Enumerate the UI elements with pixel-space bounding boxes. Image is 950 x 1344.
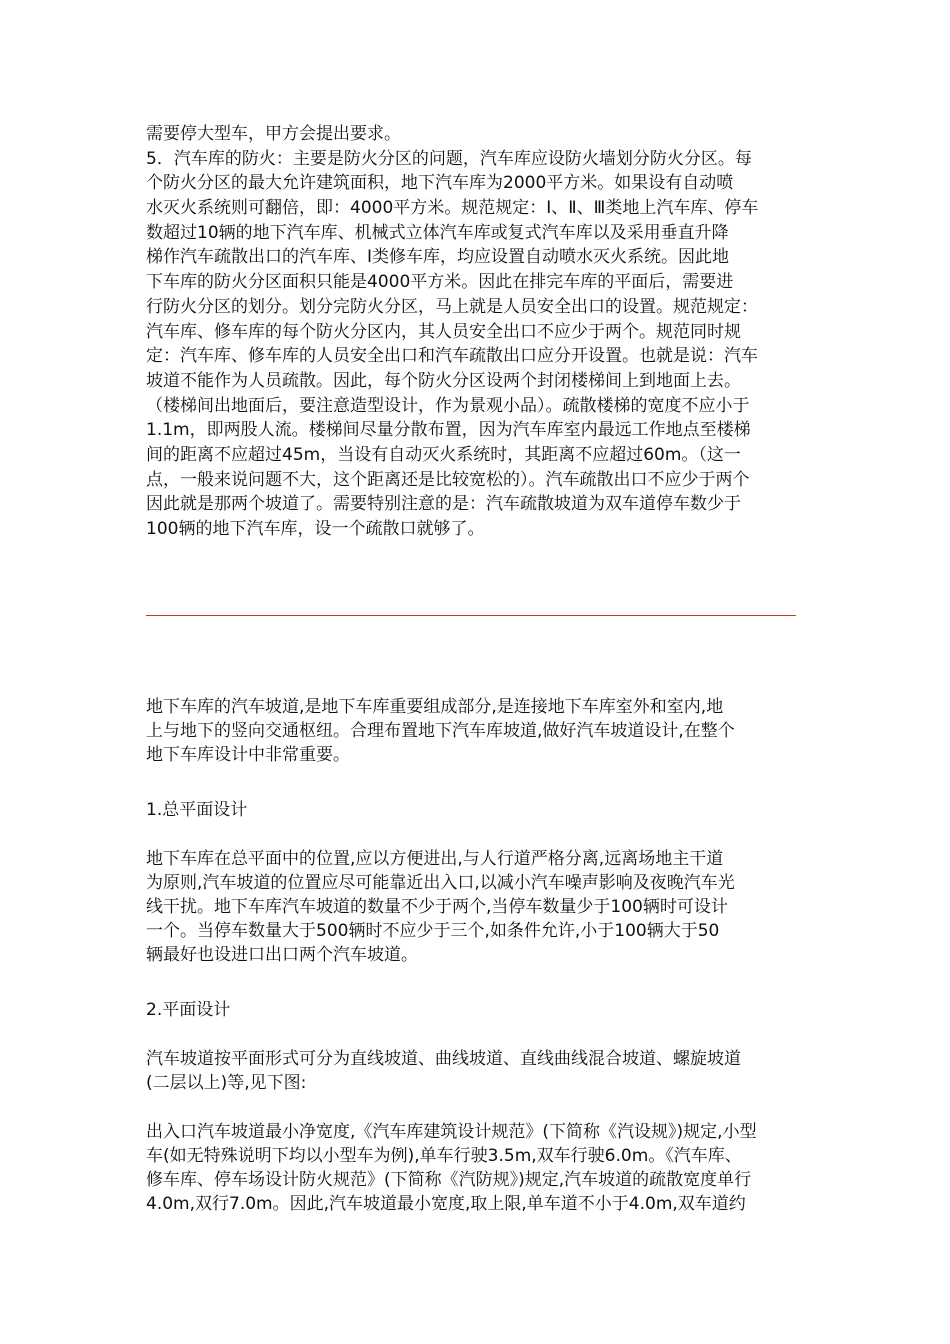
heading-site-plan: 1.总平面设计 <box>146 800 248 820</box>
text-line: 定：汽车库、修车库的人员安全出口和汽车疏散出口应分开设置。也就是说：汽车 <box>146 346 758 367</box>
text-line: 5．汽车库的防火：主要是防火分区的问题，汽车库应设防火墙划分防火分区。每 <box>146 148 752 169</box>
text-line: (二层以上)等,见下图: <box>146 1073 307 1093</box>
text-line: 需要停大型车，甲方会提出要求。 <box>146 124 401 144</box>
text-line: 梯作汽车疏散出口的汽车库、Ⅰ类修车库，均应设置自动喷水灭火系统。因此地 <box>146 247 730 268</box>
text-line: 100辆的地下汽车库，设一个疏散口就够了。 <box>146 519 485 539</box>
text-line: 间的距离不应超过45m，当设有自动灭火系统时，其距离不应超过60m。（这一 <box>146 444 741 465</box>
text-line: 修车库、停车场设计防火规范》(下简称《汽防规》)规定,汽车坡道的疏散宽度单行 <box>146 1170 752 1190</box>
text-line: 1.1m，即两股人流。楼梯间尽量分散布置，因为汽车库室内最远工作地点至楼梯 <box>146 420 751 441</box>
text-line: 上与地下的竖向交通枢纽。合理布置地下汽车库坡道,做好汽车坡道设计,在整个 <box>146 721 735 741</box>
text-line: 行防火分区的划分。划分完防火分区，马上就是人员安全出口的设置。规范规定： <box>146 296 758 317</box>
text-line: 一个。当停车数量大于500辆时不应少于三个,如条件允许,小于100辆大于50 <box>146 921 720 941</box>
text-line: 4.0m,双行7.0m。因此,汽车坡道最小宽度,取上限,单车道不小于4.0m,双车道约 <box>146 1194 746 1214</box>
text-line: 水灭火系统则可翻倍，即：4000平方米。规范规定：Ⅰ、Ⅱ、Ⅲ类地上汽车库、停车 <box>146 198 759 219</box>
text-line: 因此就是那两个坡道了。需要特别注意的是：汽车疏散坡道为双车道停车数少于 <box>146 494 741 515</box>
section-divider <box>146 615 796 616</box>
text-line: 地下车库在总平面中的位置,应以方便进出,与人行道严格分离,远离场地主干道 <box>146 849 724 869</box>
text-line: 车(如无特殊说明下均以小型车为例),单车行驶3.5m,双车行驶6.0m。《汽车库、 <box>146 1146 742 1166</box>
heading-floor-plan: 2.平面设计 <box>146 1000 231 1020</box>
text-line: 数超过10辆的地下汽车库、机械式立体汽车库或复式汽车库以及采用垂直升降 <box>146 222 729 243</box>
text-line: 下车库的防火分区面积只能是4000平方米。因此在排完车库的平面后，需要进 <box>146 272 734 293</box>
text-line: 点，一般来说问题不大，这个距离还是比较宽松的）。汽车疏散出口不应少于两个 <box>146 469 750 490</box>
text-line: 辆最好也设进口出口两个汽车坡道。 <box>146 945 418 965</box>
site-plan-paragraph <box>146 847 810 967</box>
text-line: 汽车坡道按平面形式可分为直线坡道、曲线坡道、直线曲线混合坡道、螺旋坡道 <box>146 1049 741 1069</box>
text-line: 线干扰。地下车库汽车坡道的数量不少于两个,当停车数量少于100辆时可设计 <box>146 897 728 917</box>
ramp-width-paragraph <box>146 1120 810 1216</box>
text-line: （楼梯间出地面后，要注意造型设计，作为景观小品）。疏散楼梯的宽度不应小于 <box>146 395 750 416</box>
text-line: 出入口汽车坡道最小净宽度,《汽车库建筑设计规范》(下简称《汽设规》)规定,小型 <box>146 1122 757 1142</box>
intro-paragraph <box>146 695 810 767</box>
fire-protection-section <box>146 122 810 542</box>
text-line: 个防火分区的最大允许建筑面积，地下汽车库为2000平方米。如果设有自动喷 <box>146 173 734 194</box>
text-line: 坡道不能作为人员疏散。因此，每个防火分区设两个封闭楼梯间上到地面上去。 <box>146 370 741 391</box>
ramp-types-paragraph <box>146 1047 810 1095</box>
text-line: 地下车库的汽车坡道,是地下车库重要组成部分,是连接地下车库室外和室内,地 <box>146 697 724 717</box>
text-line: 汽车库、修车库的每个防火分区内，其人员安全出口不应少于两个。规范同时规 <box>146 321 741 342</box>
text-line: 为原则,汽车坡道的位置应尽可能靠近出入口,以减小汽车噪声影响及夜晚汽车光 <box>146 873 735 893</box>
text-line: 地下车库设计中非常重要。 <box>146 745 350 765</box>
